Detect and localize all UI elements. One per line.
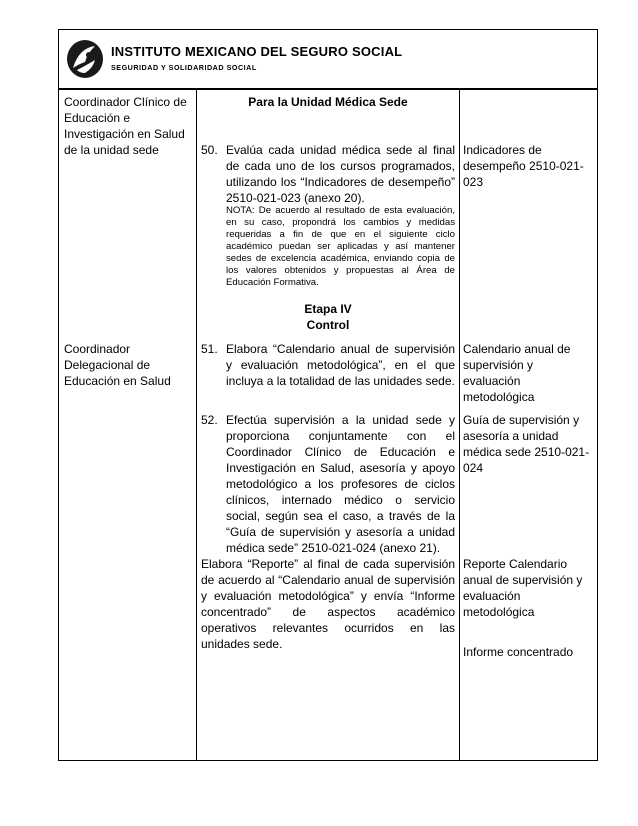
document-indicadores: Indicadores de desempeño 2510-021-023 [463,143,584,189]
procedure-table [58,89,598,761]
report-text: Elabora “Reporte” al final de cada supervisión de acuerdo al “Calendario anual de supervisión y evaluación metodológica” y envía “Informe concentrado” de aspectos académico operativos relevantes ocurridos en las unidades sede. [201,557,455,651]
column-divider-2 [459,90,460,760]
section-heading: Para la Unidad Médica Sede [248,95,408,109]
step-number-50: 50. [201,143,218,157]
institution-name: INSTITUTO MEXICANO DEL SEGURO SOCIAL [111,44,403,59]
step-52-text: Efectúa supervisión a la unidad sede y proporciona conjuntamente con el Coordinador Clínico de Educación e Investigación en Salud, asesoría y apoyo metodológico a los profesores de ciclos clínicos, internado médico o servicio social, según sea el caso, a través de la “Guía de supervisión y asesoría a unidad médica sede” 2510-021-024 (anexo 21). [226,413,455,555]
header-box [58,29,598,89]
institution-motto: SEGURIDAD Y SOLIDARIDAD SOCIAL [111,63,257,72]
document-informe: Informe concentrado [463,645,574,659]
step-50-text: Evalúa cada unidad médica sede al final de cada uno de los cursos programados, utilizando los “Indicadores de desempeño” 2510-021-023 (anexo 20). [226,143,455,205]
document-calendario: Calendario anual de supervisión y evaluación metodológica [463,342,571,404]
document-guia: Guía de supervisión y asesoría a unidad médica sede 2510-021-024 [463,413,590,475]
document-reporte: Reporte Calendario anual de supervisión y evaluación metodológica [463,557,583,619]
column-divider-1 [196,90,197,760]
stage-title: Etapa IV [304,302,352,316]
imss-logo-icon [65,38,105,80]
step-number-52: 52. [201,413,218,427]
step-51-text: Elabora “Calendario anual de supervisión y evaluación metodológica”, en el que incluya a la totalidad de las unidades sede. [226,342,455,388]
responsible-section2: Coordinador Delegacional de Educación en Salud [64,342,171,388]
stage-name: Control [306,318,350,332]
step-number-51: 51. [201,342,218,356]
note-text: NOTA: De acuerdo al resultado de esta evaluación, en su caso, propondrá los cambios y medidas requeridas a fin de que en el siguiente ciclo académico puedan ser aplicadas y así mantener sedes de excelencia académica, enviando copia de los valores obtenidos y propuestas al Área de Educación Formativa. [226,205,455,288]
responsible-section1: Coordinador Clínico de Educación e Investigación en Salud de la unidad sede [64,95,187,157]
